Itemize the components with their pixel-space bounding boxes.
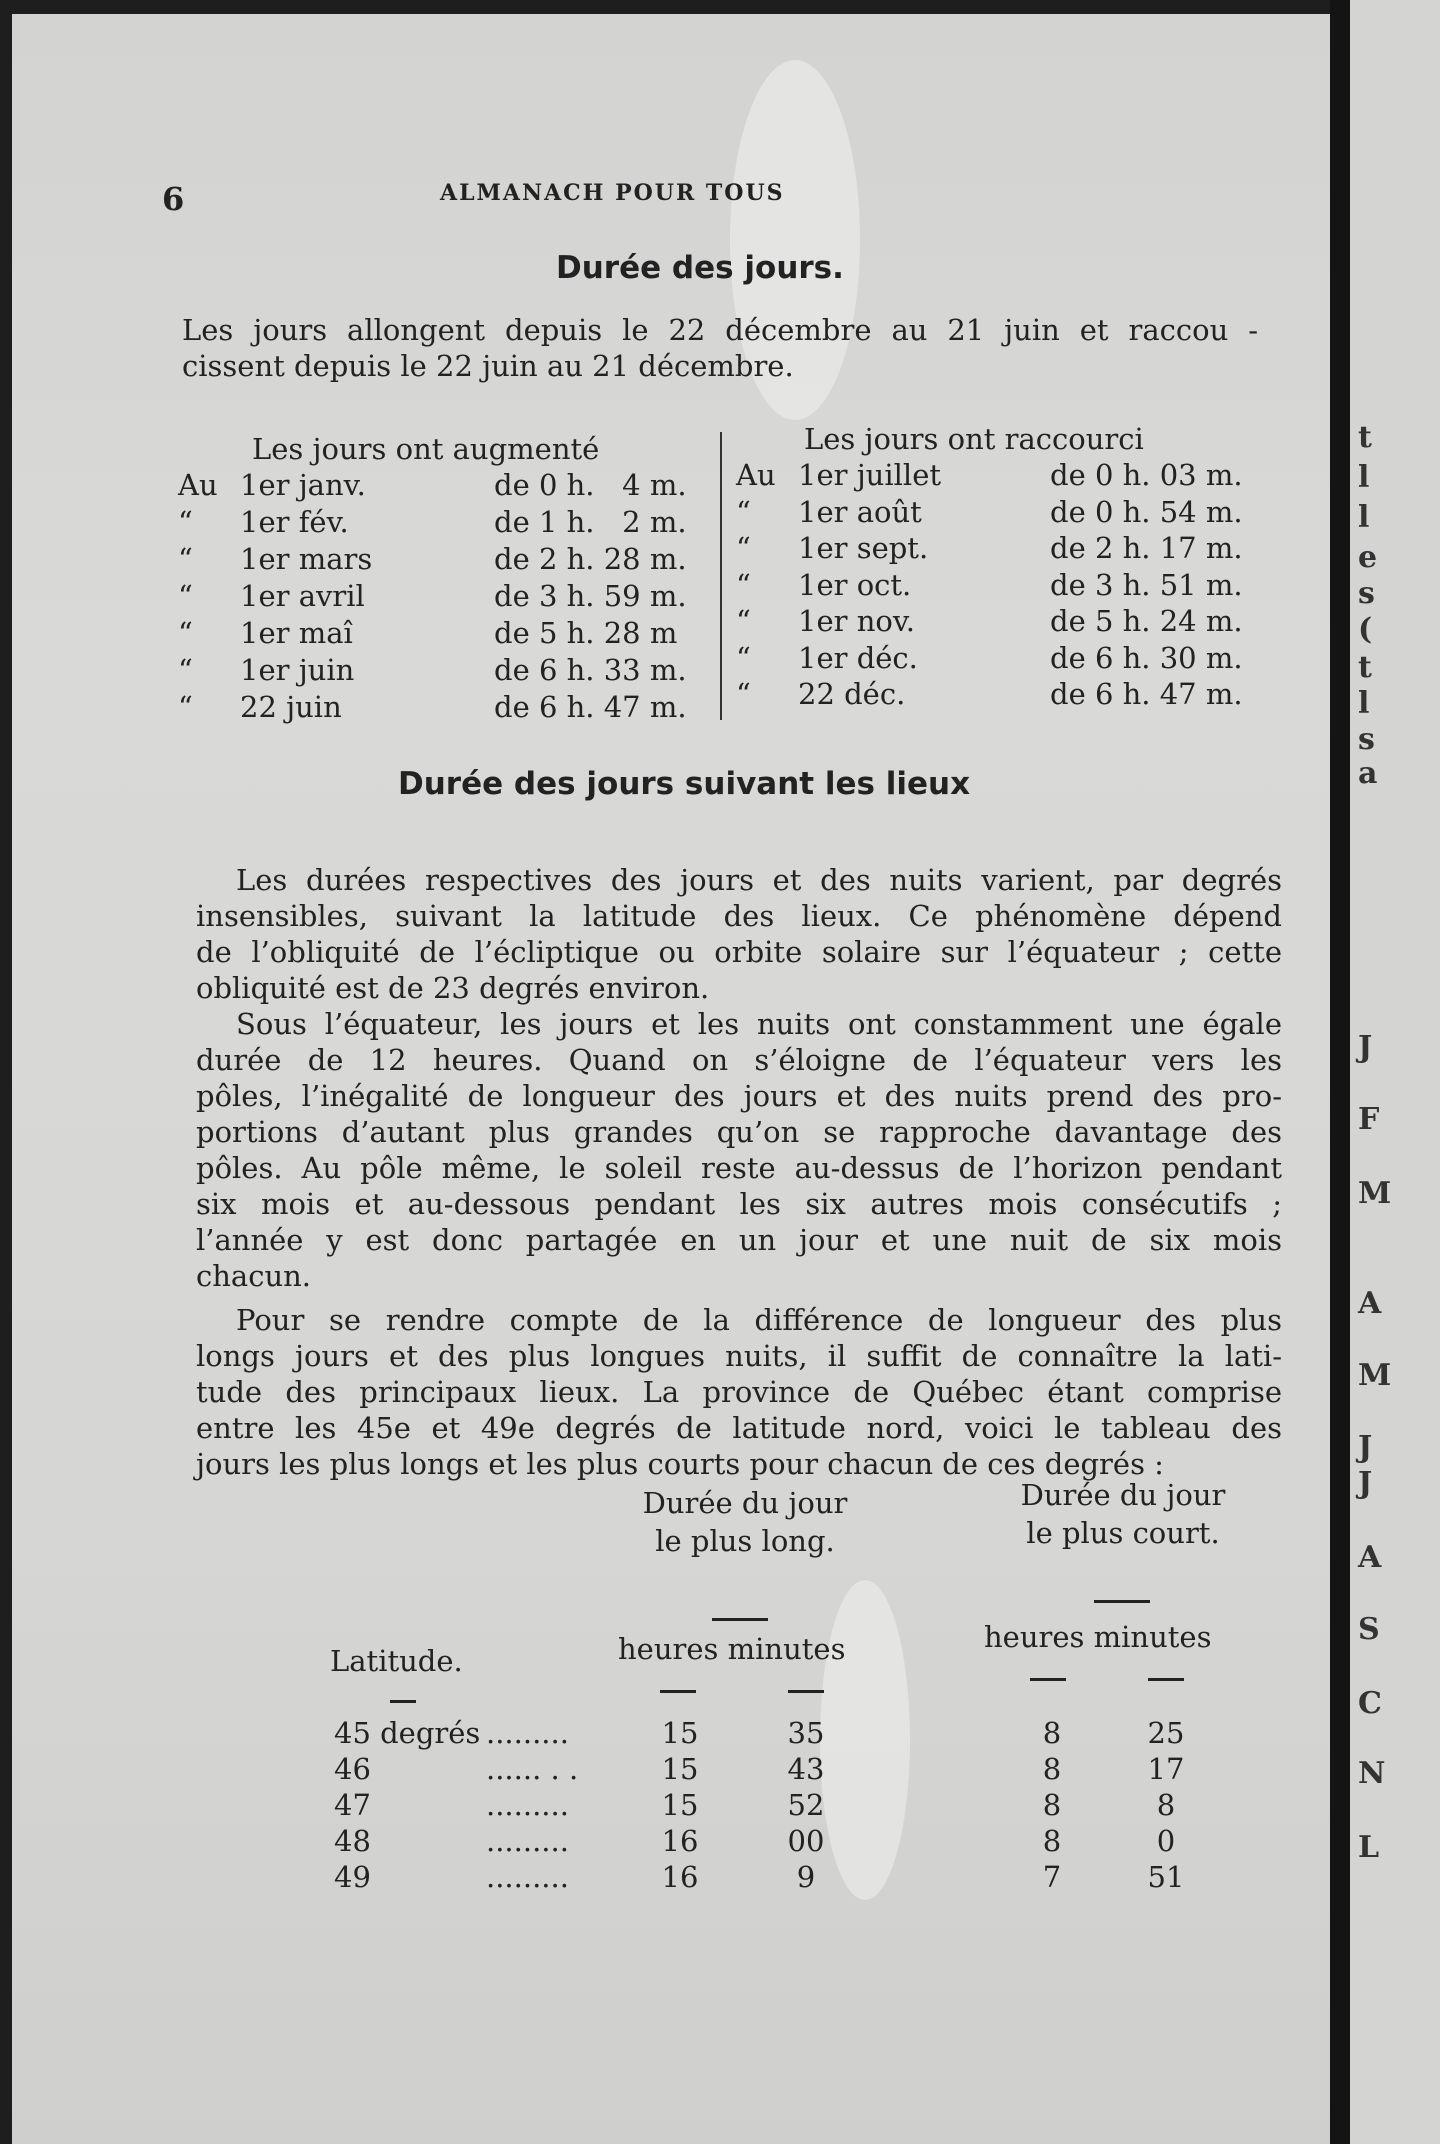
long-minutes-cell: 52 [787, 1788, 825, 1822]
row-value: de 6 h. 47 m. [1050, 677, 1243, 711]
text-line: l’année y est donc partagée en un jour et une nuit de six mois [196, 1223, 1282, 1257]
page-number: 6 [162, 180, 185, 218]
text-line: longs jours et des plus longues nuits, il suffit de connaître la lati- [196, 1339, 1282, 1373]
row-date: 1er avril [240, 579, 365, 613]
rule [1094, 1600, 1150, 1603]
adjacent-page-letter: S [1358, 1612, 1380, 1647]
paragraph-quebec [196, 1302, 1282, 1482]
row-date: 1er août [798, 494, 922, 529]
text-line: six mois et au-dessous pendant les six autres mois consécutifs ; [196, 1187, 1282, 1221]
row-value: de 0 h. 03 m. [1050, 458, 1243, 492]
adjacent-page-letter: s [1358, 576, 1375, 611]
text-line: jours les plus longs et les plus courts pour chacun de ces degrés : [196, 1447, 1164, 1481]
long-hours-cell: 15 [661, 1716, 699, 1750]
long-minutes-cell: 43 [787, 1752, 825, 1786]
row-date: 22 juin [240, 690, 342, 724]
shortest-day-header [978, 1476, 1268, 1552]
adjacent-page-letter: J [1358, 1030, 1373, 1065]
paragraph-equator [196, 1006, 1282, 1294]
long-minutes-cell: 35 [787, 1716, 825, 1750]
text-line: portions d’autant plus grandes qu’on se rapproche davantage des [196, 1115, 1282, 1149]
adjacent-page-letter: t [1358, 420, 1372, 455]
short-hours-cell: 8 [1042, 1824, 1062, 1858]
short-minutes-cell: 51 [1147, 1860, 1185, 1894]
text-line: Sous l’équateur, les jours et les nuits ont constamment une égale [236, 1007, 1282, 1041]
rule [1030, 1678, 1066, 1681]
short-hours-cell: 8 [1042, 1716, 1062, 1750]
adjacent-page-letter: A [1358, 1540, 1382, 1575]
longest-day-header [600, 1484, 890, 1560]
latitude-cell: 46 [334, 1752, 371, 1786]
row-date: 1er fév. [240, 505, 349, 539]
text-line: insensibles, suivant la latitude des lieux. Ce phénomène dépend [196, 899, 1282, 933]
header-line: Durée du jour [642, 1486, 848, 1520]
text-line: cissent depuis le 22 juin au 21 décembre. [182, 349, 794, 383]
short-hours-cell: 8 [1042, 1788, 1062, 1822]
row-value: de 1 h. 2 m. [494, 505, 687, 539]
row-prefix: “ [736, 604, 751, 638]
text-line: entre les 45e et 49e degrés de latitude nord, voici le tableau des [196, 1411, 1282, 1445]
text-line: Les jours allongent depuis le 22 décembre au 21 juin et raccou - [182, 313, 1258, 347]
adjacent-page-letter: s [1358, 722, 1375, 757]
adjacent-page-letter: l [1358, 500, 1370, 535]
adjacent-page-letter: F [1358, 1102, 1380, 1137]
latitude-cell: 45 degrés [334, 1716, 481, 1750]
dot-leader: ......... [486, 1824, 569, 1858]
row-prefix: “ [736, 531, 751, 565]
latitude-cell: 49 [334, 1860, 371, 1894]
row-prefix: “ [178, 616, 193, 650]
row-prefix: “ [736, 494, 751, 529]
row-prefix: “ [178, 653, 193, 687]
rule [788, 1690, 824, 1693]
text-line: de l’obliquité de l’écliptique ou orbite solaire sur l’équateur ; cette [196, 935, 1282, 969]
decrease-column-title: Les jours ont raccourci [804, 422, 1144, 456]
short-hours-cell: 8 [1042, 1752, 1062, 1786]
latitude-header: Latitude. [330, 1644, 463, 1678]
row-value: de 2 h. 28 m. [494, 542, 687, 576]
row-prefix: Au [178, 468, 218, 502]
dot-leader: ......... [486, 1788, 569, 1822]
dot-leader: ...... . . [486, 1752, 579, 1786]
row-prefix: “ [178, 690, 193, 724]
running-head: ALMANACH POUR TOUS [440, 180, 785, 206]
row-value: de 3 h. 59 m. [494, 579, 687, 613]
adjacent-page-letter: ( [1358, 612, 1373, 647]
adjacent-page-letter: l [1358, 460, 1370, 495]
short-minutes-cell: 25 [1147, 1716, 1185, 1750]
row-value: de 5 h. 28 m [494, 616, 678, 650]
latitude-cell: 47 [334, 1788, 371, 1822]
adjacent-page-edge [1350, 0, 1440, 2144]
long-hours-cell: 16 [661, 1860, 699, 1894]
paper-stain [820, 1580, 910, 1900]
short-hours-cell: 7 [1042, 1860, 1062, 1894]
dot-leader: ......... [486, 1716, 569, 1750]
row-value: de 0 h. 4 m. [494, 468, 687, 502]
row-date: 1er déc. [798, 640, 918, 675]
adjacent-page-letter: t [1358, 650, 1372, 685]
adjacent-page-letter: e [1358, 540, 1378, 575]
short-minutes-cell: 17 [1147, 1752, 1185, 1786]
adjacent-page-letter: a [1358, 756, 1378, 791]
row-date: 1er juin [240, 653, 355, 687]
row-date: 22 déc. [798, 677, 906, 711]
book-gutter [1330, 0, 1350, 2144]
adjacent-page-letter: l [1358, 686, 1370, 721]
text-line: pôles. Au pôle même, le soleil reste au-dessus de l’horizon pendant [196, 1151, 1282, 1185]
row-value: de 6 h. 47 m. [494, 690, 687, 724]
row-date: 1er maî [240, 616, 353, 650]
rule [712, 1618, 768, 1621]
adjacent-page-letter: M [1358, 1176, 1392, 1211]
row-value: de 3 h. 51 m. [1050, 567, 1243, 602]
row-prefix: “ [736, 567, 751, 602]
row-value: de 0 h. 54 m. [1050, 494, 1243, 529]
row-value: de 6 h. 33 m. [494, 653, 687, 687]
row-date: 1er nov. [798, 604, 915, 638]
short-minutes-cell: 8 [1156, 1788, 1176, 1822]
adjacent-page-letter: A [1358, 1286, 1382, 1321]
text-line: tude des principaux lieux. La province de Québec étant comprise [196, 1375, 1282, 1409]
long-hours-cell: 16 [661, 1824, 699, 1858]
row-date: 1er janv. [240, 468, 366, 502]
row-date: 1er mars [240, 542, 373, 576]
row-date: 1er sept. [798, 531, 929, 565]
dot-leader: ......... [486, 1860, 569, 1894]
text-line: Pour se rendre compte de la différence de longueur des plus [236, 1303, 1282, 1337]
latitude-cell: 48 [334, 1824, 371, 1858]
row-prefix: “ [178, 542, 193, 576]
row-prefix: “ [736, 640, 751, 675]
row-value: de 6 h. 30 m. [1050, 640, 1243, 675]
long-minutes-cell: 9 [796, 1860, 816, 1894]
short-unit-header: heures minutes [984, 1620, 1212, 1654]
header-line: Durée du jour [1020, 1478, 1226, 1512]
row-prefix: “ [178, 505, 193, 539]
row-date: 1er juillet [798, 458, 942, 492]
long-unit-header: heures minutes [618, 1632, 846, 1666]
text-line: durée de 12 heures. Quand on s’éloigne de l’équateur vers les [196, 1043, 1282, 1077]
adjacent-page-letter: N [1358, 1756, 1386, 1791]
short-minutes-cell: 0 [1156, 1824, 1176, 1858]
long-hours-cell: 15 [661, 1752, 699, 1786]
paragraph-obliquity [196, 862, 1282, 1006]
row-value: de 5 h. 24 m. [1050, 604, 1243, 638]
increase-column-title: Les jours ont augmenté [252, 432, 600, 466]
text-line: Les durées respectives des jours et des nuits varient, par degrés [236, 863, 1282, 897]
adjacent-page-letter: C [1358, 1686, 1382, 1721]
column-divider [720, 432, 722, 720]
text-line: pôles, l’inégalité de longueur des jours et des nuits prend des pro- [196, 1079, 1282, 1113]
adjacent-page-letter: J [1358, 1466, 1373, 1501]
adjacent-page-letter: M [1358, 1358, 1392, 1393]
text-line: obliquité est de 23 degrés environ. [196, 971, 710, 1005]
row-prefix: Au [736, 458, 776, 492]
long-hours-cell: 15 [661, 1788, 699, 1822]
header-line: le plus court. [1026, 1516, 1220, 1550]
row-prefix: “ [736, 677, 751, 711]
intro-paragraph [182, 312, 1258, 384]
adjacent-page-letter: J [1358, 1430, 1373, 1465]
row-date: 1er oct. [798, 567, 912, 602]
rule [660, 1690, 696, 1693]
adjacent-page-letter: L [1358, 1830, 1380, 1865]
row-prefix: “ [178, 579, 193, 613]
header-line: le plus long. [655, 1524, 835, 1558]
section-title-day-length: Durée des jours. [556, 250, 844, 286]
row-value: de 2 h. 17 m. [1050, 531, 1243, 565]
text-line: chacun. [196, 1259, 312, 1293]
rule [390, 1700, 416, 1703]
long-minutes-cell: 00 [787, 1824, 825, 1858]
section-title-by-location: Durée des jours suivant les lieux [398, 766, 971, 802]
rule [1148, 1678, 1184, 1681]
